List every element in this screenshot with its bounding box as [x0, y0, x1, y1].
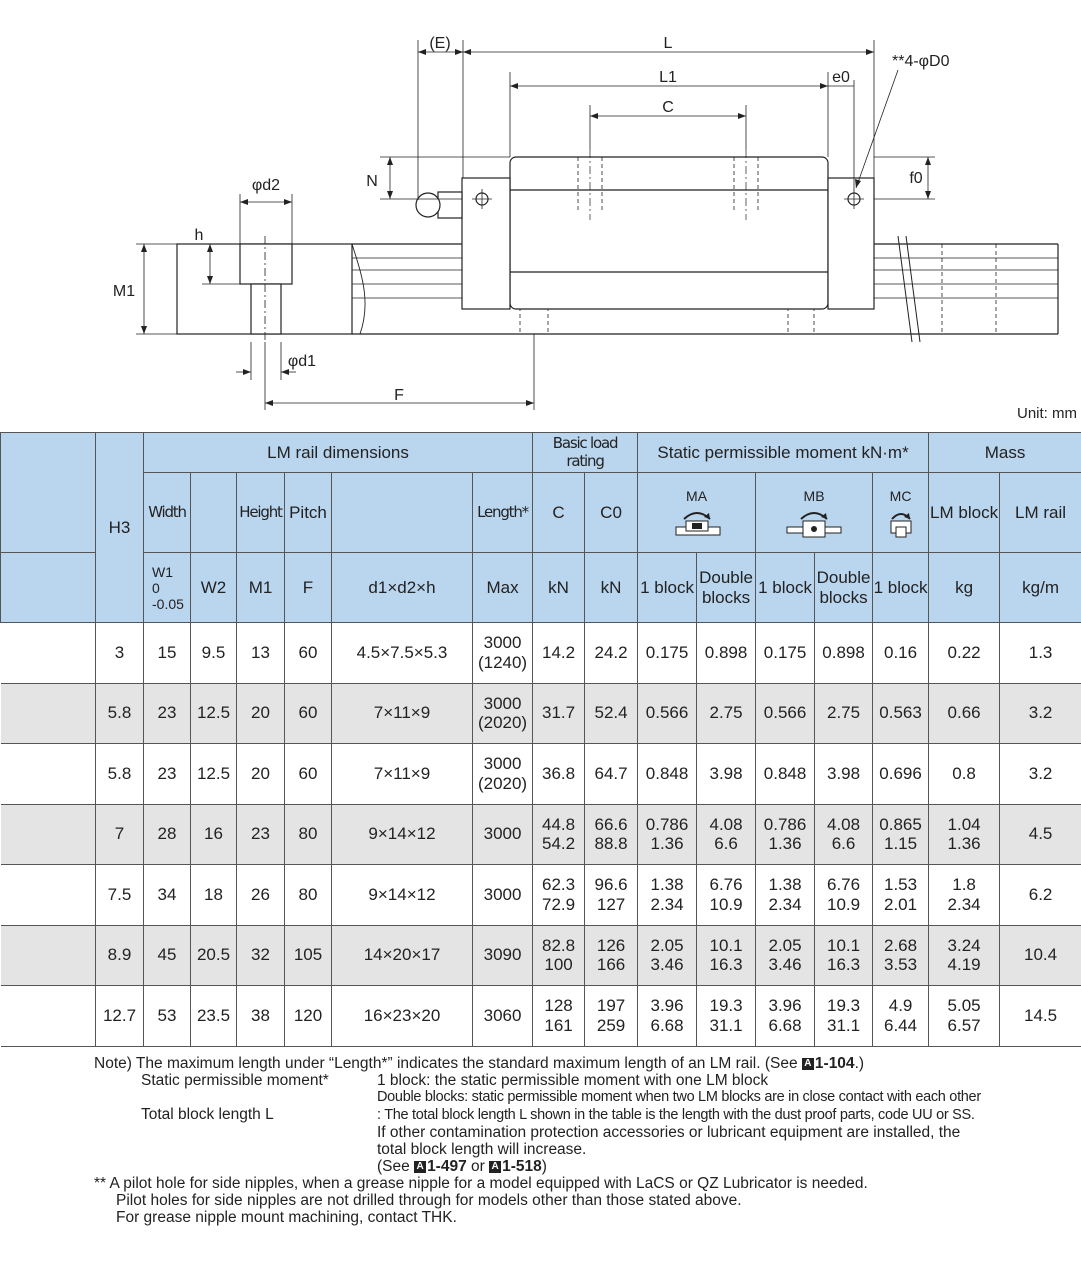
cell-length-line: 3000	[483, 754, 522, 774]
note-spm-double: Double blocks: static permissible moment when two LM blocks are in close contact with each other	[377, 1089, 981, 1105]
cell-mb-1block	[756, 683, 815, 744]
cell-ma-double	[697, 683, 756, 744]
note-total-length: Total block length L : The total block length L shown in the table is the length with the dust proof parts, code UU or SS.	[141, 1106, 975, 1123]
cell-w2: 18	[191, 865, 237, 926]
cell-h3: 8.9	[96, 925, 144, 986]
cell-c0-line: 64.7	[594, 763, 628, 783]
header-lm-rail: LM rail	[1000, 473, 1081, 553]
cell-ma-1block-line: 3.46	[650, 955, 684, 975]
cell-mb-double-line: 2.75	[827, 703, 861, 723]
cell-c0-line: 52.4	[594, 703, 628, 723]
table-row	[1, 683, 1081, 744]
spec-table	[0, 432, 1081, 1047]
cell-c-line: 62.3	[542, 875, 576, 895]
cell-c-line: 36.8	[542, 763, 576, 783]
cell-mc-1block-line: 0.865	[879, 814, 922, 834]
cell-lm-rail-mass: 10.4	[1000, 925, 1081, 986]
label-F: F	[394, 387, 404, 404]
label-L: L	[663, 35, 673, 52]
cell-w1: 28	[144, 804, 191, 865]
header-mc-1block: 1 block	[873, 553, 929, 623]
cell-c0-line: 66.6	[594, 814, 628, 834]
cell-mc-1block-line: 1.53	[884, 875, 918, 895]
cell-c	[533, 683, 585, 744]
header-ma: MA	[638, 473, 756, 553]
cell-w2: 20.5	[191, 925, 237, 986]
cell-lm-block-mass-line: 3.24	[947, 935, 981, 955]
cell-f: 60	[285, 623, 332, 684]
cell-ma-1block-line: 0.848	[645, 763, 689, 783]
cell-mc-1block	[873, 683, 929, 744]
cell-c0	[585, 925, 638, 986]
cell-c0	[585, 986, 638, 1047]
cell-lm-block-mass-line: 4.19	[947, 955, 981, 975]
cell-ma-double	[697, 623, 756, 684]
note-spm: Static permissible moment* 1 block: the static permissible moment with one LM block	[141, 1072, 769, 1089]
cell-ma-1block	[638, 804, 697, 865]
cell-c0-line: 88.8	[594, 834, 628, 854]
cell-lm-block-mass	[929, 986, 1000, 1047]
note-total-length-2: If other contamination protection accessories or lubricant equipment are installed, the	[377, 1124, 961, 1141]
header-mb-1block: 1 block	[756, 553, 815, 623]
cell-mc-1block-line: 2.68	[884, 935, 918, 955]
cell-mb-double-line: 6.6	[831, 834, 856, 854]
cell-mc-1block-line: 4.9	[888, 996, 913, 1016]
cell-w2: 12.5	[191, 683, 237, 744]
cell-c-line: 161	[544, 1015, 573, 1035]
header-basic-load: Basic load rating	[533, 433, 638, 473]
cell-d: 7×11×9	[332, 683, 473, 744]
cell-length-line: (2020)	[477, 773, 528, 793]
cell-c	[533, 623, 585, 684]
cell-mb-double	[815, 865, 873, 926]
cell-ma-double-line: 10.1	[709, 935, 743, 955]
cell-f: 120	[285, 986, 332, 1047]
cell-c0-line: 259	[596, 1015, 626, 1035]
cell-ma-1block	[638, 986, 697, 1047]
header-w2-top	[191, 473, 237, 553]
cell-c0-line: 126	[596, 935, 626, 955]
cell-lm-block-mass	[929, 683, 1000, 744]
cell-w1: 23	[144, 683, 191, 744]
header-kn-c0: kN	[585, 553, 638, 623]
cell-lm-block-mass-line: 0.22	[947, 642, 981, 662]
cell-mc-1block	[873, 986, 929, 1047]
header-h3: H3	[96, 433, 144, 623]
note-total-length-3: total block length will increase.	[377, 1141, 587, 1158]
cell-ma-1block	[638, 744, 697, 805]
cell-mb-double	[815, 623, 873, 684]
header-kgm: kg/m	[1000, 553, 1081, 623]
cell-w2: 23.5	[191, 986, 237, 1047]
header-mass: Mass	[929, 433, 1081, 473]
cell-mb-1block-line: 0.566	[763, 703, 807, 723]
cell-length-line: 3000	[483, 693, 522, 713]
cell-mb-double-line: 31.1	[827, 1015, 861, 1035]
notes	[94, 1055, 1079, 1226]
cell-c	[533, 925, 585, 986]
label-d1: φd1	[287, 353, 317, 370]
cell-mb-1block	[756, 623, 815, 684]
cell-ma-double	[697, 865, 756, 926]
cell-c0-line: 197	[596, 996, 626, 1016]
cell-length	[473, 925, 533, 986]
header-height: Height	[237, 473, 285, 553]
cell-blank	[1, 623, 96, 684]
cell-lm-block-mass-line: 0.66	[947, 703, 981, 723]
cell-c0	[585, 683, 638, 744]
header-lm-block: LM block	[929, 473, 1000, 553]
cell-mb-1block	[756, 744, 815, 805]
cell-mb-1block-line: 2.34	[768, 894, 802, 914]
cell-blank	[1, 925, 96, 986]
cell-c-line: 14.2	[542, 642, 576, 662]
cell-h3: 5.8	[96, 744, 144, 805]
header-ma-double: Double blocks	[697, 553, 756, 623]
cell-ma-double-line: 19.3	[709, 996, 743, 1016]
cell-ma-1block-line: 1.36	[650, 834, 684, 854]
header-c: C	[533, 473, 585, 553]
cell-lm-block-mass-line: 0.8	[952, 763, 976, 783]
cell-c-line: 54.2	[542, 834, 576, 854]
cell-ma-1block-line: 1.38	[650, 875, 684, 895]
cell-length-line: (1240)	[477, 652, 528, 672]
end-plate-left	[462, 178, 510, 309]
end-plate-right	[828, 178, 874, 309]
label-L1: L1	[659, 69, 677, 86]
cell-d: 9×14×12	[332, 804, 473, 865]
grease-nipple	[438, 192, 462, 218]
cell-m1: 13	[237, 623, 285, 684]
header-mc: MC	[873, 473, 929, 553]
cell-lm-rail-mass: 4.5	[1000, 804, 1081, 865]
cell-d: 7×11×9	[332, 744, 473, 805]
cell-length-line: 3090	[483, 945, 522, 965]
moment-b-icon	[779, 505, 849, 539]
cell-lm-block-mass-line: 2.34	[947, 894, 981, 914]
cell-lm-block-mass-line: 6.57	[947, 1015, 981, 1035]
header-d-top	[332, 473, 473, 553]
cell-h3: 5.8	[96, 683, 144, 744]
cell-lm-rail-mass: 3.2	[1000, 683, 1081, 744]
cell-lm-rail-mass: 14.5	[1000, 986, 1081, 1047]
cell-length	[473, 744, 533, 805]
cell-length-line: 3000	[483, 884, 522, 904]
cell-mb-1block-line: 3.96	[768, 996, 802, 1016]
header-rail-dims: LM rail dimensions	[144, 433, 533, 473]
cell-lm-block-mass	[929, 623, 1000, 684]
cell-blank	[1, 986, 96, 1047]
cell-mb-1block-line: 0.175	[763, 642, 807, 662]
cell-d: 16×23×20	[332, 986, 473, 1047]
cell-c-line: 128	[544, 996, 573, 1016]
cell-mb-double	[815, 804, 873, 865]
label-E: (E)	[429, 35, 451, 52]
cell-c	[533, 804, 585, 865]
cell-f: 105	[285, 925, 332, 986]
header-blank	[1, 433, 96, 553]
cell-mb-double-line: 16.3	[827, 955, 861, 975]
cell-mb-double-line: 10.1	[827, 935, 861, 955]
cell-mb-1block-line: 3.46	[768, 955, 802, 975]
header-c0: C0	[585, 473, 638, 553]
cell-c-line: 72.9	[542, 894, 576, 914]
cell-w1: 45	[144, 925, 191, 986]
header-m1: M1	[237, 553, 285, 623]
note-pilot-2: Pilot holes for side nipples are not drilled through for models other than those stated above.	[116, 1192, 742, 1209]
cell-c0	[585, 804, 638, 865]
header-d1d2h: d1×d2×h	[332, 553, 473, 623]
cell-mc-1block	[873, 804, 929, 865]
cell-ma-1block-line: 0.786	[645, 814, 689, 834]
cell-lm-block-mass-line: 1.36	[947, 834, 981, 854]
table-row	[1, 986, 1081, 1047]
cell-mc-1block-line: 6.44	[884, 1015, 918, 1035]
table-row	[1, 804, 1081, 865]
cell-m1: 23	[237, 804, 285, 865]
cell-w1: 34	[144, 865, 191, 926]
cell-mb-1block-line: 1.38	[768, 875, 802, 895]
cell-c-line: 100	[544, 955, 573, 975]
cell-mb-1block-line: 0.848	[763, 763, 807, 783]
cell-c0	[585, 865, 638, 926]
lm-rail-drawing	[0, 0, 1081, 415]
cell-h3: 12.7	[96, 986, 144, 1047]
cell-ma-double	[697, 986, 756, 1047]
cell-ma-1block-line: 0.566	[645, 703, 689, 723]
cell-mb-double-line: 0.898	[822, 642, 865, 662]
cell-mb-double	[815, 683, 873, 744]
cell-length-line: 3060	[483, 1005, 522, 1025]
cell-mc-1block-line: 0.696	[879, 763, 922, 783]
cell-m1: 20	[237, 744, 285, 805]
cell-mb-double	[815, 986, 873, 1047]
header-kg: kg	[929, 553, 1000, 623]
cell-length-line: 3000	[483, 633, 522, 653]
cell-m1: 38	[237, 986, 285, 1047]
cell-lm-block-mass-line: 5.05	[947, 996, 981, 1016]
cell-h3: 7	[96, 804, 144, 865]
cell-w2: 9.5	[191, 623, 237, 684]
table-row	[1, 623, 1081, 684]
header-pitch: Pitch	[285, 473, 332, 553]
note-length: Note) The maximum length under “Length*” indicates the standard maximum length of an LM rail. (See A 1-104.)	[94, 1055, 865, 1072]
cell-lm-block-mass	[929, 804, 1000, 865]
cell-length	[473, 623, 533, 684]
cell-mb-1block	[756, 986, 815, 1047]
moment-a-icon	[662, 505, 732, 539]
cell-length	[473, 804, 533, 865]
cell-ma-double-line: 31.1	[709, 1015, 743, 1035]
cell-w2: 12.5	[191, 744, 237, 805]
header-ma-1block: 1 block	[638, 553, 697, 623]
cell-ma-1block-line: 2.34	[650, 894, 684, 914]
cell-c	[533, 986, 585, 1047]
cell-w1: 53	[144, 986, 191, 1047]
cell-d: 4.5×7.5×5.3	[332, 623, 473, 684]
cell-c0-line: 127	[596, 894, 626, 914]
cell-f: 60	[285, 683, 332, 744]
cell-mb-double	[815, 925, 873, 986]
cell-h3: 7.5	[96, 865, 144, 926]
cell-f: 80	[285, 865, 332, 926]
cell-mb-1block-line: 6.68	[768, 1015, 802, 1035]
cell-ma-1block	[638, 683, 697, 744]
cell-ma-double-line: 2.75	[709, 703, 743, 723]
cell-f: 60	[285, 744, 332, 805]
cell-m1: 26	[237, 865, 285, 926]
header-kn-c: kN	[533, 553, 585, 623]
cell-length	[473, 865, 533, 926]
cell-ma-double	[697, 804, 756, 865]
note-pilot-3: For grease nipple mount machining, contact THK.	[116, 1209, 457, 1226]
label-f0: f0	[909, 170, 923, 187]
cell-c	[533, 744, 585, 805]
table-row	[1, 865, 1081, 926]
cell-ma-double	[697, 925, 756, 986]
cell-m1: 20	[237, 683, 285, 744]
header-w2: W2	[191, 553, 237, 623]
cell-mb-1block-line: 1.36	[768, 834, 802, 854]
cell-mb-double	[815, 744, 873, 805]
note-pilot-1: ** A pilot hole for side nipples, when a grease nipple for a model equipped with LaCS or QZ Lubricator is needed.	[94, 1175, 868, 1192]
cell-lm-block-mass-line: 1.04	[947, 814, 981, 834]
cell-mc-1block-line: 2.01	[884, 894, 918, 914]
cell-length-line: (2020)	[477, 713, 528, 733]
cell-length	[473, 986, 533, 1047]
cell-blank	[1, 683, 96, 744]
cell-w1: 15	[144, 623, 191, 684]
label-h: h	[194, 227, 204, 244]
cell-mc-1block-line: 1.15	[884, 834, 918, 854]
cell-ma-double	[697, 744, 756, 805]
cell-mb-1block	[756, 865, 815, 926]
cell-c0	[585, 744, 638, 805]
cell-d: 9×14×12	[332, 865, 473, 926]
cell-lm-block-mass	[929, 744, 1000, 805]
cell-mc-1block-line: 0.16	[884, 642, 918, 662]
cell-lm-block-mass	[929, 925, 1000, 986]
cell-c	[533, 865, 585, 926]
cell-mc-1block	[873, 925, 929, 986]
cell-blank	[1, 865, 96, 926]
cell-mb-1block-line: 2.05	[768, 935, 802, 955]
cell-c0-line: 96.6	[594, 875, 628, 895]
header-f: F	[285, 553, 332, 623]
cell-w2: 16	[191, 804, 237, 865]
cell-lm-block-mass-line: 1.8	[952, 875, 976, 895]
header-max: Max	[473, 553, 533, 623]
header-width: Width	[144, 473, 191, 553]
cell-c-line: 82.8	[542, 935, 576, 955]
label-D0: **4-φD0	[892, 53, 950, 70]
cell-ma-double-line: 4.08	[709, 814, 743, 834]
header-mb-double: Double blocks	[815, 553, 873, 623]
cell-mc-1block-line: 0.563	[879, 703, 922, 723]
cell-ma-1block-line: 2.05	[650, 935, 684, 955]
label-e0: e0	[832, 69, 850, 86]
cell-blank	[1, 744, 96, 805]
cell-mc-1block	[873, 744, 929, 805]
table-row	[1, 744, 1081, 805]
table-row	[1, 925, 1081, 986]
cell-ma-1block	[638, 623, 697, 684]
cell-mb-1block	[756, 925, 815, 986]
cell-ma-double-line: 6.6	[714, 834, 738, 854]
header-static-moment: Static permissible moment kN·m*	[638, 433, 929, 473]
cell-ma-1block-line: 0.175	[645, 642, 689, 662]
cell-blank	[1, 804, 96, 865]
cell-mb-double-line: 4.08	[827, 814, 861, 834]
cell-h3: 3	[96, 623, 144, 684]
cell-mc-1block	[873, 623, 929, 684]
cell-mb-double-line: 3.98	[827, 763, 861, 783]
cell-mc-1block-line: 3.53	[884, 955, 918, 975]
cell-mb-double-line: 6.76	[827, 875, 861, 895]
cell-mb-1block-line: 0.786	[763, 814, 807, 834]
cell-c0-line: 166	[596, 955, 626, 975]
cell-lm-rail-mass: 1.3	[1000, 623, 1081, 684]
note-see-refs: (See A 1-497 or A 1-518)	[377, 1158, 547, 1175]
header-length: Length*	[473, 473, 533, 553]
cell-mb-1block	[756, 804, 815, 865]
cell-ma-1block-line: 3.96	[650, 996, 684, 1016]
cell-lm-rail-mass: 3.2	[1000, 744, 1081, 805]
cell-ma-1block-line: 6.68	[650, 1015, 684, 1035]
cell-lm-rail-mass: 6.2	[1000, 865, 1081, 926]
cell-length	[473, 683, 533, 744]
label-M1: M1	[112, 283, 136, 300]
cell-ma-double-line: 10.9	[709, 894, 743, 914]
cell-c0	[585, 623, 638, 684]
unit-label: Unit: mm	[1017, 405, 1077, 422]
cell-c-line: 31.7	[542, 703, 576, 723]
cell-ma-double-line: 6.76	[709, 875, 743, 895]
cell-ma-double-line: 3.98	[709, 763, 743, 783]
cell-mc-1block	[873, 865, 929, 926]
moment-c-icon	[884, 505, 918, 539]
cell-f: 80	[285, 804, 332, 865]
cell-ma-1block	[638, 925, 697, 986]
cell-ma-double-line: 16.3	[709, 955, 743, 975]
cell-lm-block-mass	[929, 865, 1000, 926]
cell-d: 14×20×17	[332, 925, 473, 986]
cell-w1: 23	[144, 744, 191, 805]
lm-block-body	[510, 157, 828, 309]
cell-ma-1block	[638, 865, 697, 926]
label-d2: φd2	[251, 177, 281, 194]
header-w1: W1 0 -0.05	[144, 553, 191, 623]
cell-c0-line: 24.2	[594, 642, 628, 662]
header-blank-2	[1, 553, 96, 623]
cell-m1: 32	[237, 925, 285, 986]
header-mb: MB	[756, 473, 873, 553]
cell-ma-double-line: 0.898	[704, 642, 748, 662]
label-C: C	[662, 99, 674, 116]
cell-c-line: 44.8	[542, 814, 576, 834]
cell-mb-double-line: 19.3	[827, 996, 861, 1016]
cell-mb-double-line: 10.9	[827, 894, 861, 914]
label-N: N	[366, 173, 378, 190]
cell-length-line: 3000	[483, 824, 522, 844]
